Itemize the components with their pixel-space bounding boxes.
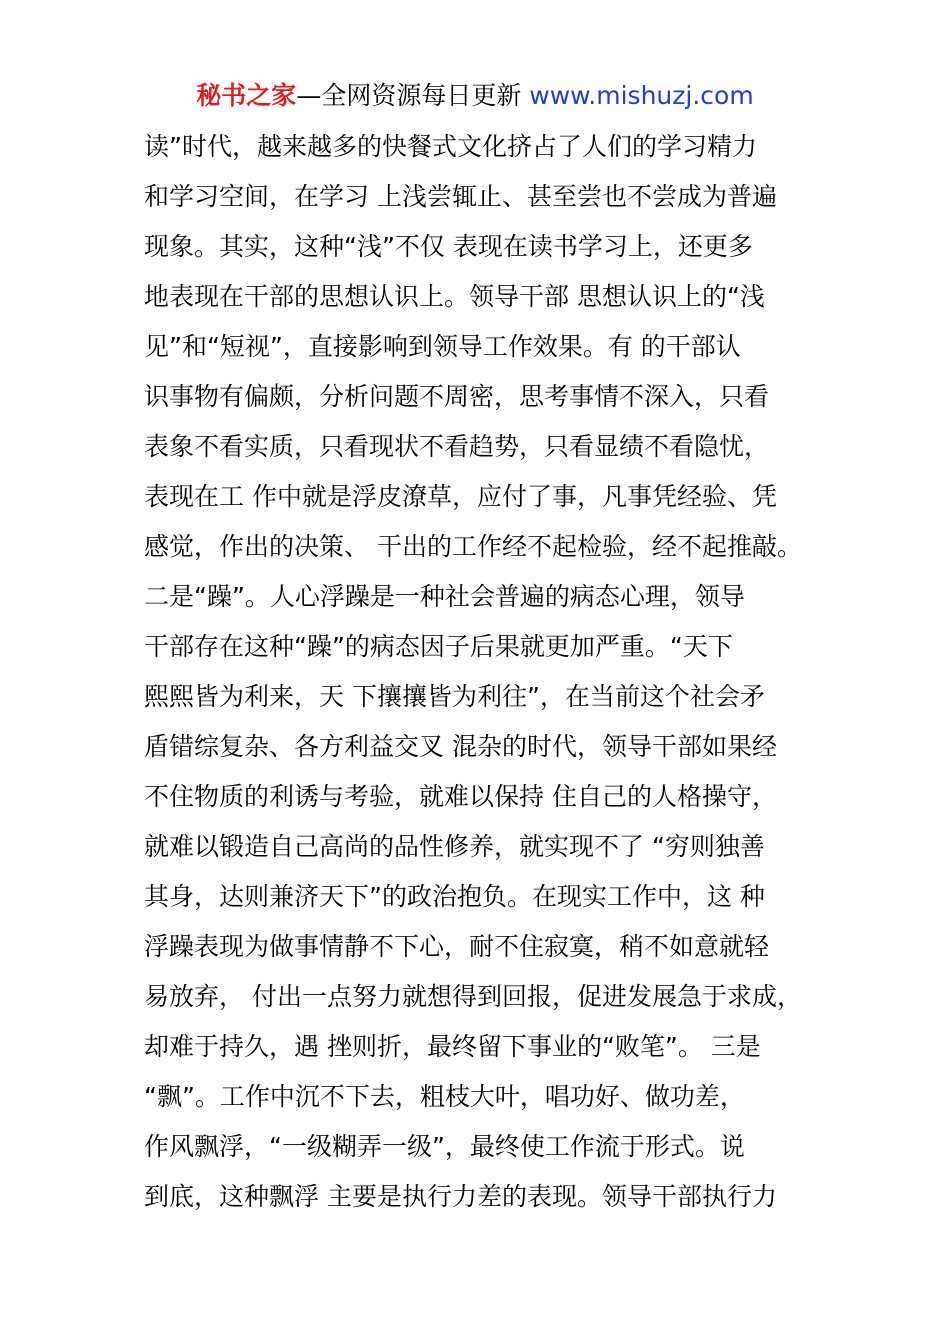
text-line: 现象。其实，这种“浅”不仅 表现在读书学习上，还更多 — [144, 232, 753, 261]
page-header — [0, 78, 950, 114]
text-line: 表现在工 作中就是浮皮潦草，应付了事，凡事凭经验、凭 — [144, 482, 777, 511]
text-line: 熙熙皆为利来，天 下攘攘皆为利往”，在当前这个社会矛 — [144, 682, 765, 711]
text-line: 读”时代，越来越多的快餐式文化挤占了人们的学习精力 — [144, 132, 757, 161]
text-line: 地表现在干部的思想认识上。领导干部 思想认识上的“浅 — [144, 282, 765, 311]
text-line: 感觉，作出的决策、 干出的工作经不起检验，经不起推敲。 — [144, 532, 802, 561]
document-body — [144, 122, 844, 1222]
text-line: 易放弃， 付出一点努力就想得到回报，促进发展急于求成， — [144, 982, 802, 1011]
text-line: 就难以锻造自己高尚的品性修养，就实现不了 “穷则独善 — [144, 832, 765, 861]
text-line: 作风飘浮，“一级糊弄一级”，最终使工作流于形式。说 — [144, 1132, 745, 1161]
text-line: 却难于持久，遇 挫则折，最终留下事业的“败笔”。 三是 — [144, 1032, 761, 1061]
text-line: 表象不看实质，只看现状不看趋势，只看显绩不看隐忧， — [144, 432, 770, 461]
text-line: 二是“躁”。人心浮躁是一种社会普遍的病态心理，领导 — [144, 582, 745, 611]
text-line: 见”和“短视”，直接影响到领导工作效果。有 的干部认 — [144, 332, 741, 361]
site-url-link[interactable]: www.mishuzj.com — [529, 81, 754, 110]
text-line: 浮躁表现为做事情静不下心，耐不住寂寞，稍不如意就轻 — [144, 932, 770, 961]
text-line: 干部存在这种“躁”的病态因子后果就更加严重。“天下 — [144, 632, 733, 661]
header-slogan: —全网资源每日更新 — [296, 81, 530, 110]
text-line: 和学习空间，在学习 上浅尝辄止、甚至尝也不尝成为普遍 — [144, 182, 777, 211]
brand-name: 秘书之家 — [196, 81, 297, 110]
text-line: “飘”。工作中沉不下去，粗枝大叶，唱功好、做功差， — [144, 1082, 745, 1111]
text-line: 盾错综复杂、各方利益交叉 混杂的时代，领导干部如果经 — [144, 732, 777, 761]
text-line: 到底，这种飘浮 主要是执行力差的表现。领导干部执行力 — [144, 1182, 777, 1211]
text-line: 不住物质的利诱与考验，就难以保持 住自己的人格操守， — [144, 782, 777, 811]
text-line: 其身，达则兼济天下”的政治抱负。在现实工作中，这 种 — [144, 882, 765, 911]
text-line: 识事物有偏颇，分析问题不周密，思考事情不深入，只看 — [144, 382, 770, 411]
